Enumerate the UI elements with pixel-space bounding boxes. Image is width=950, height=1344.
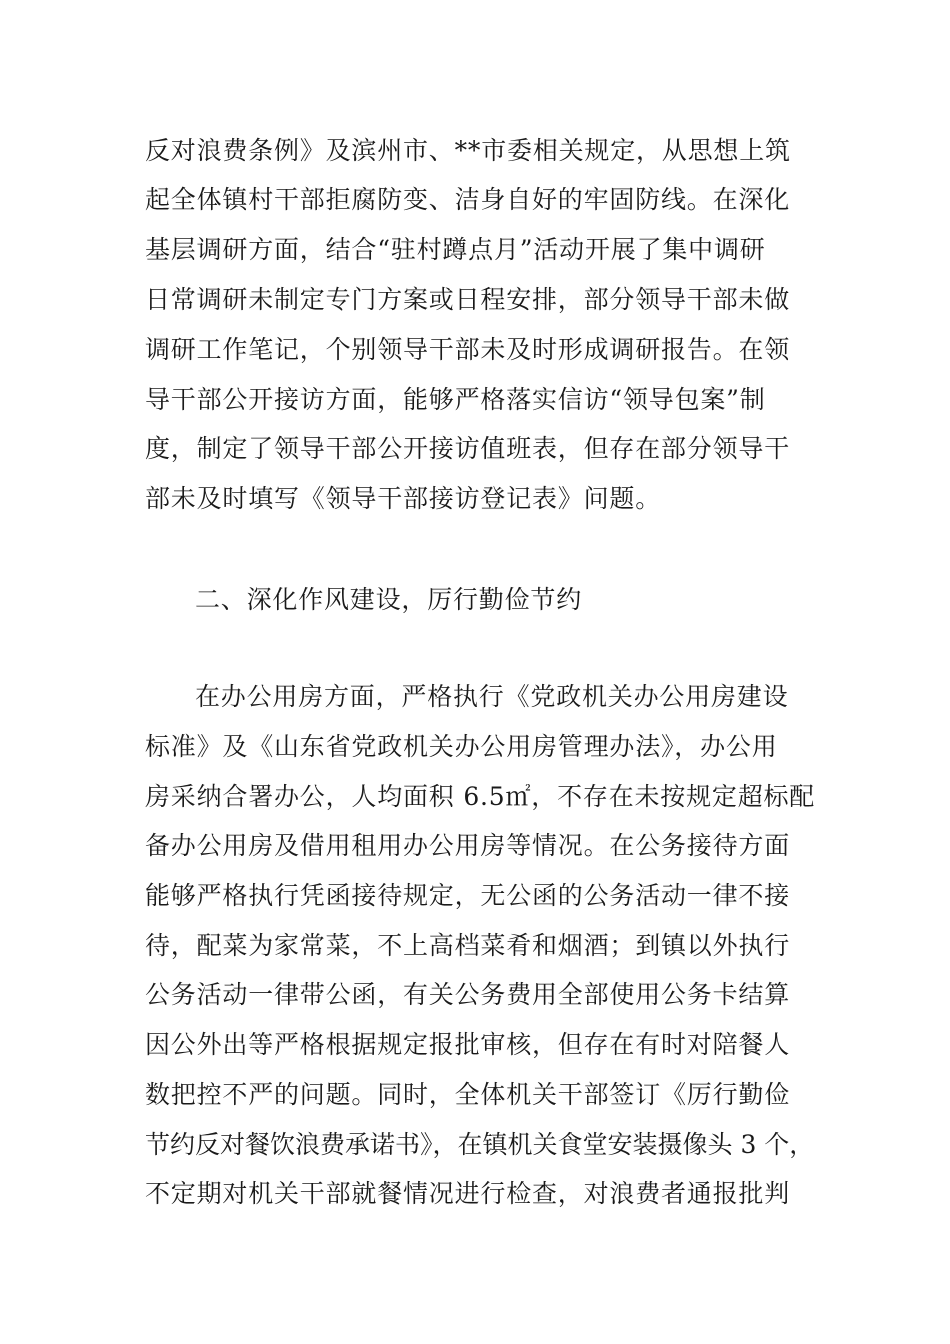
paragraph-1-line-2: 起全体镇村干部拒腐防变、洁身自好的牢固防线。在深化	[145, 185, 791, 214]
paragraph-1-line-3: 基层调研方面，结合“驻村蹲点月”活动开展了集中调研	[145, 235, 766, 264]
paragraph-1-line-1: 反对浪费条例》及滨州市、**市委相关规定，从思想上筑	[145, 136, 791, 165]
paragraph-2-line-11: 不定期对机关干部就餐情况进行检查，对浪费者通报批判	[145, 1179, 791, 1208]
paragraph-1-line-5: 调研工作笔记，个别领导干部未及时形成调研报告。在领	[145, 335, 791, 364]
paragraph-1-line-4: 日常调研未制定专门方案或日程安排，部分领导干部未做	[145, 285, 791, 314]
paragraph-2-line-5: 能够严格执行凭函接待规定，无公函的公务活动一律不接	[145, 881, 791, 910]
paragraph-2-line-8: 因公外出等严格根据规定报批审核，但存在有时对陪餐人	[145, 1030, 791, 1059]
paragraph-1-line-8: 部未及时填写《领导干部接访登记表》问题。	[145, 484, 662, 513]
paragraph-2-line-6: 待，配菜为家常菜，不上高档菜肴和烟酒；到镇以外执行	[145, 931, 791, 960]
paragraph-2-line-4: 备办公用房及借用租用办公用房等情况。在公务接待方面	[145, 831, 791, 860]
paragraph-1-line-6: 导干部公开接访方面，能够严格落实信访“领导包案”制	[145, 385, 766, 414]
paragraph-2-line-3: 房采纳合署办公，人均面积 6.5㎡，不存在未按规定超标配	[145, 782, 816, 811]
section-heading: 二、深化作风建设，厉行勤俭节约	[195, 585, 583, 614]
paragraph-2-line-7: 公务活动一律带公函，有关公务费用全部使用公务卡结算	[145, 980, 791, 1009]
paragraph-1-line-7: 度，制定了领导干部公开接访值班表，但存在部分领导干	[145, 434, 791, 463]
paragraph-2-line-1: 在办公用房方面，严格执行《党政机关办公用房建设	[195, 682, 789, 711]
paragraph-2-line-9: 数把控不严的问题。同时，全体机关干部签订《厉行勤俭	[145, 1080, 791, 1109]
paragraph-2-line-2: 标准》及《山东省党政机关办公用房管理办法》，办公用	[145, 732, 778, 761]
paragraph-2-line-10: 节约反对餐饮浪费承诺书》，在镇机关食堂安装摄像头 3 个，	[145, 1130, 815, 1159]
